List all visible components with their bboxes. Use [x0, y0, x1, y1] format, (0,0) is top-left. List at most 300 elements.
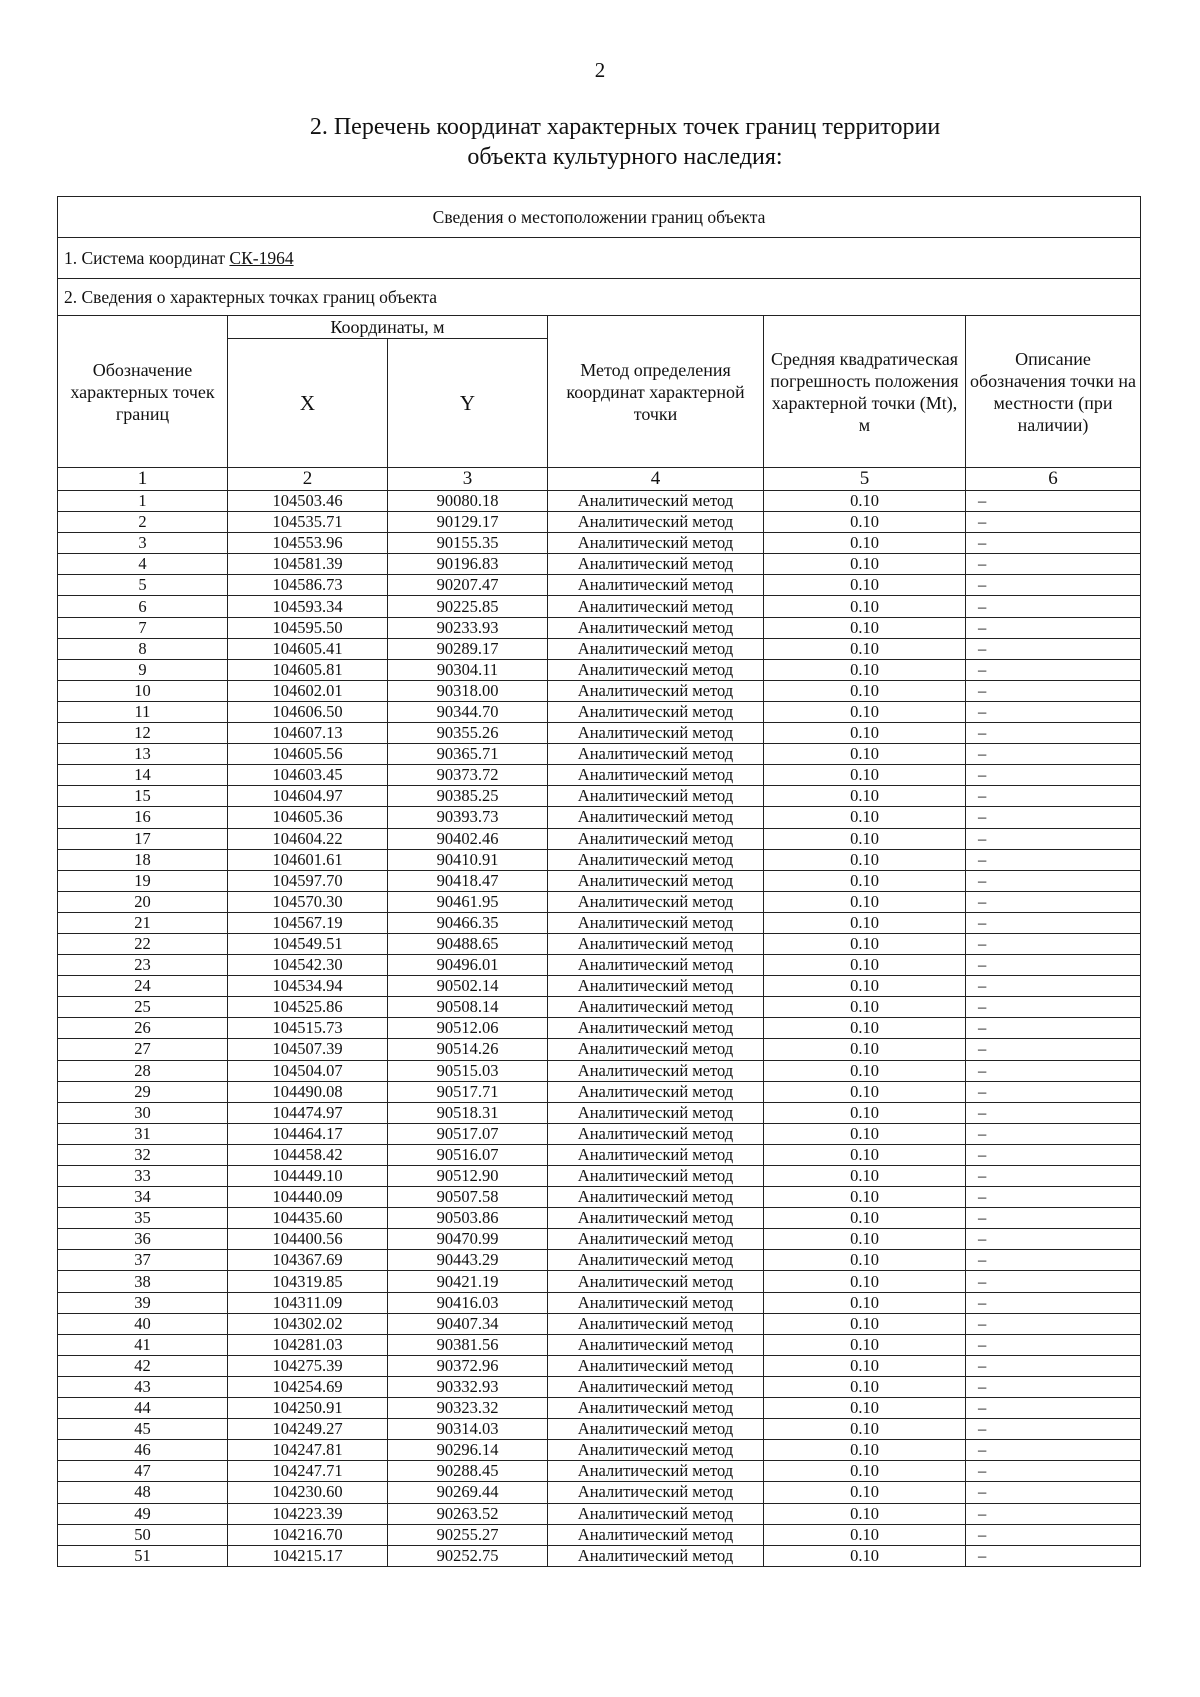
table-row — [58, 1313, 1141, 1334]
cell-description: – — [966, 786, 1141, 807]
cell-point-number: 23 — [58, 955, 228, 976]
cell-y: 90402.46 — [388, 828, 548, 849]
cell-method: Аналитический метод — [548, 1208, 764, 1229]
cell-y: 90515.03 — [388, 1060, 548, 1081]
column-number: 1 — [58, 468, 228, 491]
cell-error: 0.10 — [764, 1271, 966, 1292]
table-row — [58, 1166, 1141, 1187]
cell-method: Аналитический метод — [548, 976, 764, 997]
cell-error: 0.10 — [764, 1376, 966, 1397]
cell-method: Аналитический метод — [548, 1292, 764, 1313]
cell-error: 0.10 — [764, 955, 966, 976]
cell-x: 104449.10 — [228, 1166, 388, 1187]
cell-x: 104247.71 — [228, 1461, 388, 1482]
table-row — [58, 617, 1141, 638]
cell-x: 104602.01 — [228, 680, 388, 701]
cell-description: – — [966, 891, 1141, 912]
cell-x: 104570.30 — [228, 891, 388, 912]
cell-description: – — [966, 912, 1141, 933]
table-row — [58, 680, 1141, 701]
cell-x: 104464.17 — [228, 1123, 388, 1144]
cell-x: 104605.36 — [228, 807, 388, 828]
cell-description: – — [966, 1482, 1141, 1503]
table-row — [58, 1419, 1141, 1440]
cell-method: Аналитический метод — [548, 1229, 764, 1250]
cell-point-number: 4 — [58, 554, 228, 575]
cell-error: 0.10 — [764, 1419, 966, 1440]
cell-method: Аналитический метод — [548, 1482, 764, 1503]
cell-method: Аналитический метод — [548, 807, 764, 828]
table-row — [58, 955, 1141, 976]
cell-point-number: 22 — [58, 933, 228, 954]
cell-description: – — [966, 1123, 1141, 1144]
header-point-designation: Обозначение характерных точек границ — [58, 316, 228, 468]
cell-description: – — [966, 617, 1141, 638]
cell-error: 0.10 — [764, 1503, 966, 1524]
table-row — [58, 1144, 1141, 1165]
cell-x: 104586.73 — [228, 575, 388, 596]
cell-x: 104535.71 — [228, 512, 388, 533]
cell-method: Аналитический метод — [548, 997, 764, 1018]
cell-x: 104605.41 — [228, 638, 388, 659]
section-title: Сведения о местоположении границ объекта — [58, 197, 1141, 238]
cell-point-number: 26 — [58, 1018, 228, 1039]
cell-y: 90514.26 — [388, 1039, 548, 1060]
coordinate-system — [58, 238, 1141, 279]
cell-x: 104311.09 — [228, 1292, 388, 1313]
cell-error: 0.10 — [764, 701, 966, 722]
cell-y: 90517.71 — [388, 1081, 548, 1102]
cell-method: Аналитический метод — [548, 554, 764, 575]
cell-point-number: 30 — [58, 1102, 228, 1123]
cell-method: Аналитический метод — [548, 1524, 764, 1545]
cell-error: 0.10 — [764, 617, 966, 638]
cell-description: – — [966, 1166, 1141, 1187]
cell-method: Аналитический метод — [548, 1440, 764, 1461]
coordinate-system-label: 1. Система координат — [64, 248, 230, 268]
cell-method: Аналитический метод — [548, 1461, 764, 1482]
cell-point-number: 34 — [58, 1187, 228, 1208]
cell-description: – — [966, 849, 1141, 870]
cell-method: Аналитический метод — [548, 659, 764, 680]
cell-y: 90466.35 — [388, 912, 548, 933]
cell-point-number: 5 — [58, 575, 228, 596]
cell-error: 0.10 — [764, 1482, 966, 1503]
cell-point-number: 31 — [58, 1123, 228, 1144]
table-row — [58, 1440, 1141, 1461]
cell-point-number: 25 — [58, 997, 228, 1018]
cell-description: – — [966, 1524, 1141, 1545]
points-section-title: 2. Сведения о характерных точках границ объекта — [58, 279, 1141, 316]
cell-point-number: 50 — [58, 1524, 228, 1545]
cell-error: 0.10 — [764, 765, 966, 786]
cell-x: 104607.13 — [228, 723, 388, 744]
cell-y: 90252.75 — [388, 1545, 548, 1566]
cell-y: 90129.17 — [388, 512, 548, 533]
cell-point-number: 13 — [58, 744, 228, 765]
table-row — [58, 891, 1141, 912]
table-row — [58, 1271, 1141, 1292]
cell-method: Аналитический метод — [548, 955, 764, 976]
cell-description: – — [966, 680, 1141, 701]
cell-point-number: 18 — [58, 849, 228, 870]
cell-method: Аналитический метод — [548, 596, 764, 617]
cell-point-number: 27 — [58, 1039, 228, 1060]
cell-x: 104474.97 — [228, 1102, 388, 1123]
table-row — [58, 1482, 1141, 1503]
cell-error: 0.10 — [764, 1039, 966, 1060]
cell-x: 104597.70 — [228, 870, 388, 891]
cell-x: 104606.50 — [228, 701, 388, 722]
cell-description: – — [966, 1376, 1141, 1397]
cell-error: 0.10 — [764, 1545, 966, 1566]
cell-method: Аналитический метод — [548, 723, 764, 744]
cell-description: – — [966, 533, 1141, 554]
cell-point-number: 15 — [58, 786, 228, 807]
cell-error: 0.10 — [764, 491, 966, 512]
cell-x: 104215.17 — [228, 1545, 388, 1566]
cell-point-number: 28 — [58, 1060, 228, 1081]
cell-error: 0.10 — [764, 554, 966, 575]
cell-point-number: 11 — [58, 701, 228, 722]
cell-point-number: 38 — [58, 1271, 228, 1292]
cell-method: Аналитический метод — [548, 1376, 764, 1397]
cell-error: 0.10 — [764, 933, 966, 954]
cell-x: 104504.07 — [228, 1060, 388, 1081]
cell-method: Аналитический метод — [548, 1187, 764, 1208]
table-row — [58, 1524, 1141, 1545]
cell-error: 0.10 — [764, 659, 966, 680]
header-method: Метод определения координат характерной точки — [548, 316, 764, 468]
cell-method: Аналитический метод — [548, 1503, 764, 1524]
cell-error: 0.10 — [764, 1398, 966, 1419]
cell-y: 90233.93 — [388, 617, 548, 638]
table-row — [58, 807, 1141, 828]
cell-error: 0.10 — [764, 1187, 966, 1208]
cell-point-number: 39 — [58, 1292, 228, 1313]
cell-error: 0.10 — [764, 596, 966, 617]
cell-error: 0.10 — [764, 533, 966, 554]
table-row — [58, 744, 1141, 765]
cell-point-number: 45 — [58, 1419, 228, 1440]
title-line-1: 2. Перечень координат характерных точек границ территории — [309, 114, 941, 140]
cell-description: – — [966, 1545, 1141, 1566]
column-number: 4 — [548, 468, 764, 491]
cell-point-number: 14 — [58, 765, 228, 786]
cell-y: 90289.17 — [388, 638, 548, 659]
cell-description: – — [966, 1102, 1141, 1123]
cell-point-number: 40 — [58, 1313, 228, 1334]
cell-description: – — [966, 1060, 1141, 1081]
cell-description: – — [966, 997, 1141, 1018]
cell-y: 90288.45 — [388, 1461, 548, 1482]
cell-x: 104367.69 — [228, 1250, 388, 1271]
cell-y: 90512.90 — [388, 1166, 548, 1187]
cell-x: 104601.61 — [228, 849, 388, 870]
cell-x: 104223.39 — [228, 1503, 388, 1524]
cell-x: 104604.22 — [228, 828, 388, 849]
table-row — [58, 491, 1141, 512]
cell-error: 0.10 — [764, 1524, 966, 1545]
table-row — [58, 638, 1141, 659]
cell-y: 90393.73 — [388, 807, 548, 828]
cell-method: Аналитический метод — [548, 786, 764, 807]
table-row — [58, 1102, 1141, 1123]
cell-error: 0.10 — [764, 1018, 966, 1039]
cell-description: – — [966, 659, 1141, 680]
cell-method: Аналитический метод — [548, 680, 764, 701]
cell-point-number: 17 — [58, 828, 228, 849]
table-row — [58, 1123, 1141, 1144]
cell-description: – — [966, 1081, 1141, 1102]
cell-x: 104604.97 — [228, 786, 388, 807]
cell-point-number: 16 — [58, 807, 228, 828]
cell-x: 104249.27 — [228, 1419, 388, 1440]
cell-y: 90344.70 — [388, 701, 548, 722]
cell-y: 90304.11 — [388, 659, 548, 680]
cell-error: 0.10 — [764, 1461, 966, 1482]
cell-y: 90373.72 — [388, 765, 548, 786]
cell-point-number: 51 — [58, 1545, 228, 1566]
cell-description: – — [966, 1503, 1141, 1524]
table-row — [58, 1334, 1141, 1355]
cell-error: 0.10 — [764, 1144, 966, 1165]
cell-y: 90496.01 — [388, 955, 548, 976]
cell-y: 90516.07 — [388, 1144, 548, 1165]
cell-description: – — [966, 1355, 1141, 1376]
cell-y: 90269.44 — [388, 1482, 548, 1503]
cell-x: 104593.34 — [228, 596, 388, 617]
cell-error: 0.10 — [764, 1355, 966, 1376]
cell-method: Аналитический метод — [548, 1060, 764, 1081]
cell-point-number: 9 — [58, 659, 228, 680]
cell-point-number: 49 — [58, 1503, 228, 1524]
table-row — [58, 659, 1141, 680]
cell-description: – — [966, 1398, 1141, 1419]
cell-point-number: 19 — [58, 870, 228, 891]
cell-method: Аналитический метод — [548, 1166, 764, 1187]
cell-method: Аналитический метод — [548, 891, 764, 912]
cell-x: 104435.60 — [228, 1208, 388, 1229]
cell-y: 90507.58 — [388, 1187, 548, 1208]
cell-point-number: 47 — [58, 1461, 228, 1482]
table-row — [58, 828, 1141, 849]
cell-error: 0.10 — [764, 1334, 966, 1355]
cell-error: 0.10 — [764, 680, 966, 701]
cell-y: 90421.19 — [388, 1271, 548, 1292]
cell-point-number: 48 — [58, 1482, 228, 1503]
cell-method: Аналитический метод — [548, 638, 764, 659]
cell-x: 104605.81 — [228, 659, 388, 680]
cell-y: 90365.71 — [388, 744, 548, 765]
cell-y: 90410.91 — [388, 849, 548, 870]
cell-error: 0.10 — [764, 1292, 966, 1313]
cell-error: 0.10 — [764, 1440, 966, 1461]
cell-y: 90461.95 — [388, 891, 548, 912]
cell-description: – — [966, 1187, 1141, 1208]
cell-point-number: 41 — [58, 1334, 228, 1355]
cell-description: – — [966, 1018, 1141, 1039]
cell-y: 90332.93 — [388, 1376, 548, 1397]
cell-x: 104490.08 — [228, 1081, 388, 1102]
cell-x: 104507.39 — [228, 1039, 388, 1060]
cell-point-number: 24 — [58, 976, 228, 997]
cell-point-number: 35 — [58, 1208, 228, 1229]
cell-error: 0.10 — [764, 997, 966, 1018]
table-row — [58, 1187, 1141, 1208]
cell-y: 90418.47 — [388, 870, 548, 891]
cell-x: 104567.19 — [228, 912, 388, 933]
cell-error: 0.10 — [764, 1313, 966, 1334]
cell-y: 90207.47 — [388, 575, 548, 596]
cell-description: – — [966, 744, 1141, 765]
table-row — [58, 1398, 1141, 1419]
cell-point-number: 46 — [58, 1440, 228, 1461]
cell-point-number: 3 — [58, 533, 228, 554]
cell-x: 104458.42 — [228, 1144, 388, 1165]
cell-method: Аналитический метод — [548, 1250, 764, 1271]
coordinate-system-name: СК-1964 — [229, 248, 294, 268]
column-number: 5 — [764, 468, 966, 491]
cell-y: 90385.25 — [388, 786, 548, 807]
cell-y: 90225.85 — [388, 596, 548, 617]
cell-point-number: 21 — [58, 912, 228, 933]
cell-x: 104515.73 — [228, 1018, 388, 1039]
table-row — [58, 1060, 1141, 1081]
cell-method: Аналитический метод — [548, 533, 764, 554]
cell-x: 104281.03 — [228, 1334, 388, 1355]
cell-x: 104216.70 — [228, 1524, 388, 1545]
cell-description: – — [966, 596, 1141, 617]
header-y: Y — [388, 339, 548, 468]
cell-x: 104302.02 — [228, 1313, 388, 1334]
cell-method: Аналитический метод — [548, 849, 764, 870]
cell-description: – — [966, 1313, 1141, 1334]
title-line-2: объекта культурного наследия: — [467, 144, 783, 170]
table-row — [58, 849, 1141, 870]
table-row — [58, 596, 1141, 617]
table-row — [58, 933, 1141, 954]
cell-error: 0.10 — [764, 1166, 966, 1187]
cell-error: 0.10 — [764, 807, 966, 828]
table-row — [58, 701, 1141, 722]
cell-error: 0.10 — [764, 870, 966, 891]
cell-method: Аналитический метод — [548, 512, 764, 533]
cell-y: 90263.52 — [388, 1503, 548, 1524]
cell-description: – — [966, 512, 1141, 533]
cell-x: 104595.50 — [228, 617, 388, 638]
cell-point-number: 33 — [58, 1166, 228, 1187]
cell-error: 0.10 — [764, 891, 966, 912]
cell-x: 104553.96 — [228, 533, 388, 554]
cell-point-number: 43 — [58, 1376, 228, 1397]
cell-method: Аналитический метод — [548, 912, 764, 933]
cell-point-number: 37 — [58, 1250, 228, 1271]
cell-x: 104534.94 — [228, 976, 388, 997]
cell-error: 0.10 — [764, 1250, 966, 1271]
cell-description: – — [966, 933, 1141, 954]
table-row — [58, 1461, 1141, 1482]
cell-y: 90196.83 — [388, 554, 548, 575]
cell-y: 90318.00 — [388, 680, 548, 701]
cell-method: Аналитический метод — [548, 1355, 764, 1376]
cell-y: 90080.18 — [388, 491, 548, 512]
cell-method: Аналитический метод — [548, 701, 764, 722]
cell-error: 0.10 — [764, 849, 966, 870]
cell-y: 90488.65 — [388, 933, 548, 954]
cell-x: 104247.81 — [228, 1440, 388, 1461]
cell-method: Аналитический метод — [548, 933, 764, 954]
page-number: 2 — [594, 58, 606, 82]
cell-y: 90512.06 — [388, 1018, 548, 1039]
table-row — [58, 997, 1141, 1018]
cell-x: 104319.85 — [228, 1271, 388, 1292]
cell-method: Аналитический метод — [548, 1144, 764, 1165]
cell-x: 104503.46 — [228, 491, 388, 512]
cell-x: 104254.69 — [228, 1376, 388, 1397]
cell-description: – — [966, 1419, 1141, 1440]
cell-y: 90508.14 — [388, 997, 548, 1018]
cell-description: – — [966, 976, 1141, 997]
header-x: X — [228, 339, 388, 468]
cell-method: Аналитический метод — [548, 1334, 764, 1355]
cell-x: 104275.39 — [228, 1355, 388, 1376]
cell-error: 0.10 — [764, 828, 966, 849]
cell-y: 90314.03 — [388, 1419, 548, 1440]
table-row — [58, 512, 1141, 533]
cell-x: 104230.60 — [228, 1482, 388, 1503]
cell-error: 0.10 — [764, 1081, 966, 1102]
cell-method: Аналитический метод — [548, 1313, 764, 1334]
cell-y: 90323.32 — [388, 1398, 548, 1419]
table-row — [58, 1229, 1141, 1250]
cell-method: Аналитический метод — [548, 1419, 764, 1440]
cell-error: 0.10 — [764, 786, 966, 807]
cell-method: Аналитический метод — [548, 1039, 764, 1060]
table-row — [58, 1018, 1141, 1039]
cell-y: 90470.99 — [388, 1229, 548, 1250]
table-row — [58, 723, 1141, 744]
cell-x: 104549.51 — [228, 933, 388, 954]
cell-y: 90355.26 — [388, 723, 548, 744]
table-row — [58, 786, 1141, 807]
cell-point-number: 29 — [58, 1081, 228, 1102]
cell-error: 0.10 — [764, 976, 966, 997]
table-row — [58, 1081, 1141, 1102]
cell-method: Аналитический метод — [548, 1102, 764, 1123]
cell-method: Аналитический метод — [548, 765, 764, 786]
cell-point-number: 2 — [58, 512, 228, 533]
cell-description: – — [966, 1292, 1141, 1313]
cell-method: Аналитический метод — [548, 1545, 764, 1566]
cell-description: – — [966, 554, 1141, 575]
cell-point-number: 44 — [58, 1398, 228, 1419]
cell-y: 90155.35 — [388, 533, 548, 554]
cell-point-number: 6 — [58, 596, 228, 617]
cell-description: – — [966, 765, 1141, 786]
cell-x: 104581.39 — [228, 554, 388, 575]
cell-method: Аналитический метод — [548, 491, 764, 512]
cell-description: – — [966, 1334, 1141, 1355]
cell-error: 0.10 — [764, 1208, 966, 1229]
cell-description: – — [966, 1039, 1141, 1060]
cell-description: – — [966, 1144, 1141, 1165]
cell-description: – — [966, 1250, 1141, 1271]
cell-method: Аналитический метод — [548, 1081, 764, 1102]
cell-x: 104603.45 — [228, 765, 388, 786]
cell-y: 90443.29 — [388, 1250, 548, 1271]
cell-method: Аналитический метод — [548, 575, 764, 596]
